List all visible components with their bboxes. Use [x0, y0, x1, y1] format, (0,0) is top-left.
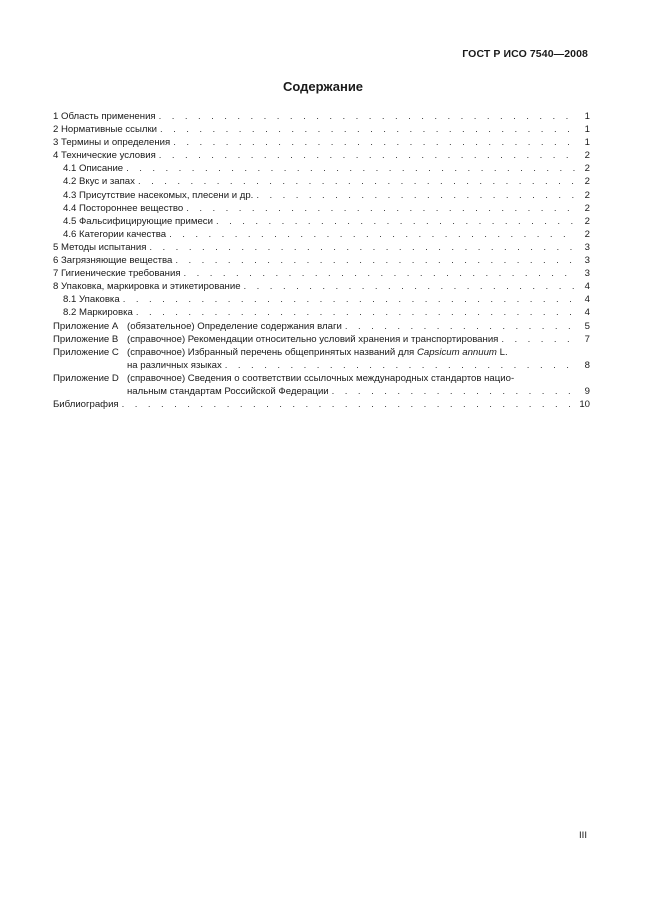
leader-dots: [501, 333, 575, 346]
toc-item-label: 2 Нормативные ссылки: [53, 124, 158, 136]
species-name: Capsicum annuum: [416, 346, 497, 358]
appendix-c-entry[interactable]: [53, 346, 590, 372]
toc-item-page: 3: [584, 268, 590, 280]
toc-item[interactable]: [53, 267, 590, 280]
leader-dots: [216, 215, 575, 228]
toc-item[interactable]: [53, 254, 590, 267]
toc-item-page: 3: [584, 255, 590, 267]
leader-dots: [184, 267, 575, 280]
toc-item-label: 5 Методы испытания: [53, 241, 147, 253]
toc-subitem[interactable]: [53, 189, 590, 202]
toc-item-page: 1: [584, 111, 590, 122]
toc-item-label: 4 Технические условия: [53, 150, 156, 162]
toc-item[interactable]: [53, 241, 590, 254]
leader-dots: [123, 293, 575, 306]
toc-item[interactable]: [53, 280, 590, 293]
appendix-b-entry[interactable]: [53, 333, 590, 346]
leader-dots: [169, 228, 575, 241]
toc-item-page: 2: [584, 176, 590, 188]
leader-dots: [159, 110, 575, 123]
appendix-label: Приложение С: [53, 346, 119, 358]
toc-item-label: 4.5 Фальсифицирующие примеси: [63, 215, 213, 227]
bibliography-entry[interactable]: [53, 398, 590, 411]
toc-item-label: 3 Термины и определения: [53, 137, 171, 149]
appendix-title: (справочное) Рекомендации относительно условий хранения и транспортирования: [127, 333, 499, 345]
toc-item-label: 1 Область применения: [53, 111, 156, 122]
leader-dots: [122, 398, 575, 411]
toc-subitem[interactable]: [53, 293, 590, 306]
toc-item-page: 1: [584, 137, 590, 149]
appendix-label: Приложение В: [53, 333, 119, 345]
appendix-page: 8: [584, 359, 590, 371]
toc-item-label: Библиография: [53, 399, 119, 411]
toc-item[interactable]: [53, 149, 590, 162]
toc-item-label: 8.1 Упаковка: [63, 294, 120, 306]
page-title: Содержание: [282, 79, 364, 94]
toc-item-label: 8.2 Маркировка: [63, 307, 133, 319]
leader-dots: [256, 189, 575, 202]
toc-item-page: 2: [584, 189, 590, 201]
leader-dots: [159, 149, 575, 162]
toc-subitem[interactable]: [53, 228, 590, 241]
appendix-title-line2: на различных языках: [127, 359, 222, 371]
toc-item-label: 4.6 Категории качества: [63, 228, 167, 240]
toc-item-page: 4: [584, 281, 590, 293]
leader-dots: [244, 280, 575, 293]
toc-item-label: 6 Загрязняющие вещества: [53, 255, 173, 267]
toc-item-label: 8 Упаковка, маркировка и этикетирование: [53, 281, 241, 293]
toc-item-label: 4.4 Постороннее вещество: [63, 202, 184, 214]
toc-item-page: 10: [579, 399, 590, 411]
leader-dots: [126, 162, 575, 175]
page-number: III: [579, 830, 587, 841]
document-id: ГОСТ Р ИСО 7540—2008: [462, 48, 588, 60]
toc-item-label: 4.1 Описание: [63, 163, 124, 175]
toc-item-page: 2: [584, 228, 590, 240]
appendix-d-entry[interactable]: [53, 372, 590, 398]
toc-item-page: 2: [584, 215, 590, 227]
leader-dots: [332, 385, 575, 398]
table-of-contents: [53, 110, 590, 411]
toc-item-page: 1: [584, 124, 590, 136]
leader-dots: [136, 306, 575, 319]
toc-item[interactable]: [53, 110, 590, 123]
toc-item-page: 2: [584, 163, 590, 175]
toc-item-page: 2: [584, 202, 590, 214]
toc-item-page: 3: [584, 241, 590, 253]
appendix-page: 7: [584, 333, 590, 345]
appendix-title-line1: (справочное) Сведения о соответствии ссылочных международных стандартов нацио-: [127, 372, 515, 384]
toc-subitem[interactable]: [53, 202, 590, 215]
appendix-label: Приложение А: [53, 320, 119, 332]
toc-subitem[interactable]: [53, 306, 590, 319]
toc-item-label: 4.2 Вкус и запах: [63, 176, 135, 188]
leader-dots: [149, 241, 575, 254]
leader-dots: [345, 320, 575, 333]
leader-dots: [175, 254, 575, 267]
leader-dots: [225, 359, 575, 372]
toc-item-page: 4: [584, 294, 590, 306]
toc-item[interactable]: [53, 123, 590, 136]
appendix-page: 9: [584, 385, 590, 397]
appendix-title: (обязательное) Определение содержания влаги: [127, 320, 342, 332]
leader-dots: [186, 202, 575, 215]
leader-dots: [160, 123, 575, 136]
toc-subitem[interactable]: [53, 162, 590, 175]
appendix-title-line2: нальным стандартам Российской Федерации: [127, 385, 329, 397]
toc-item-page: 4: [584, 307, 590, 319]
toc-item-page: 2: [584, 150, 590, 162]
leader-dots: [173, 136, 575, 149]
appendix-label: Приложение D: [53, 372, 119, 384]
toc-item-label: 7 Гигиенические требования: [53, 268, 181, 280]
appendix-title-line1: (справочное) Избранный перечень общепринятых названий для Capsicum annuum L.: [127, 346, 508, 358]
appendix-page: 5: [584, 320, 590, 332]
toc-item[interactable]: [53, 136, 590, 149]
leader-dots: [138, 175, 575, 188]
toc-subitem[interactable]: [53, 175, 590, 188]
appendix-a-entry[interactable]: [53, 320, 590, 333]
toc-item-label: 4.3 Присутствие насекомых, плесени и др.: [63, 189, 254, 201]
toc-subitem[interactable]: [53, 215, 590, 228]
